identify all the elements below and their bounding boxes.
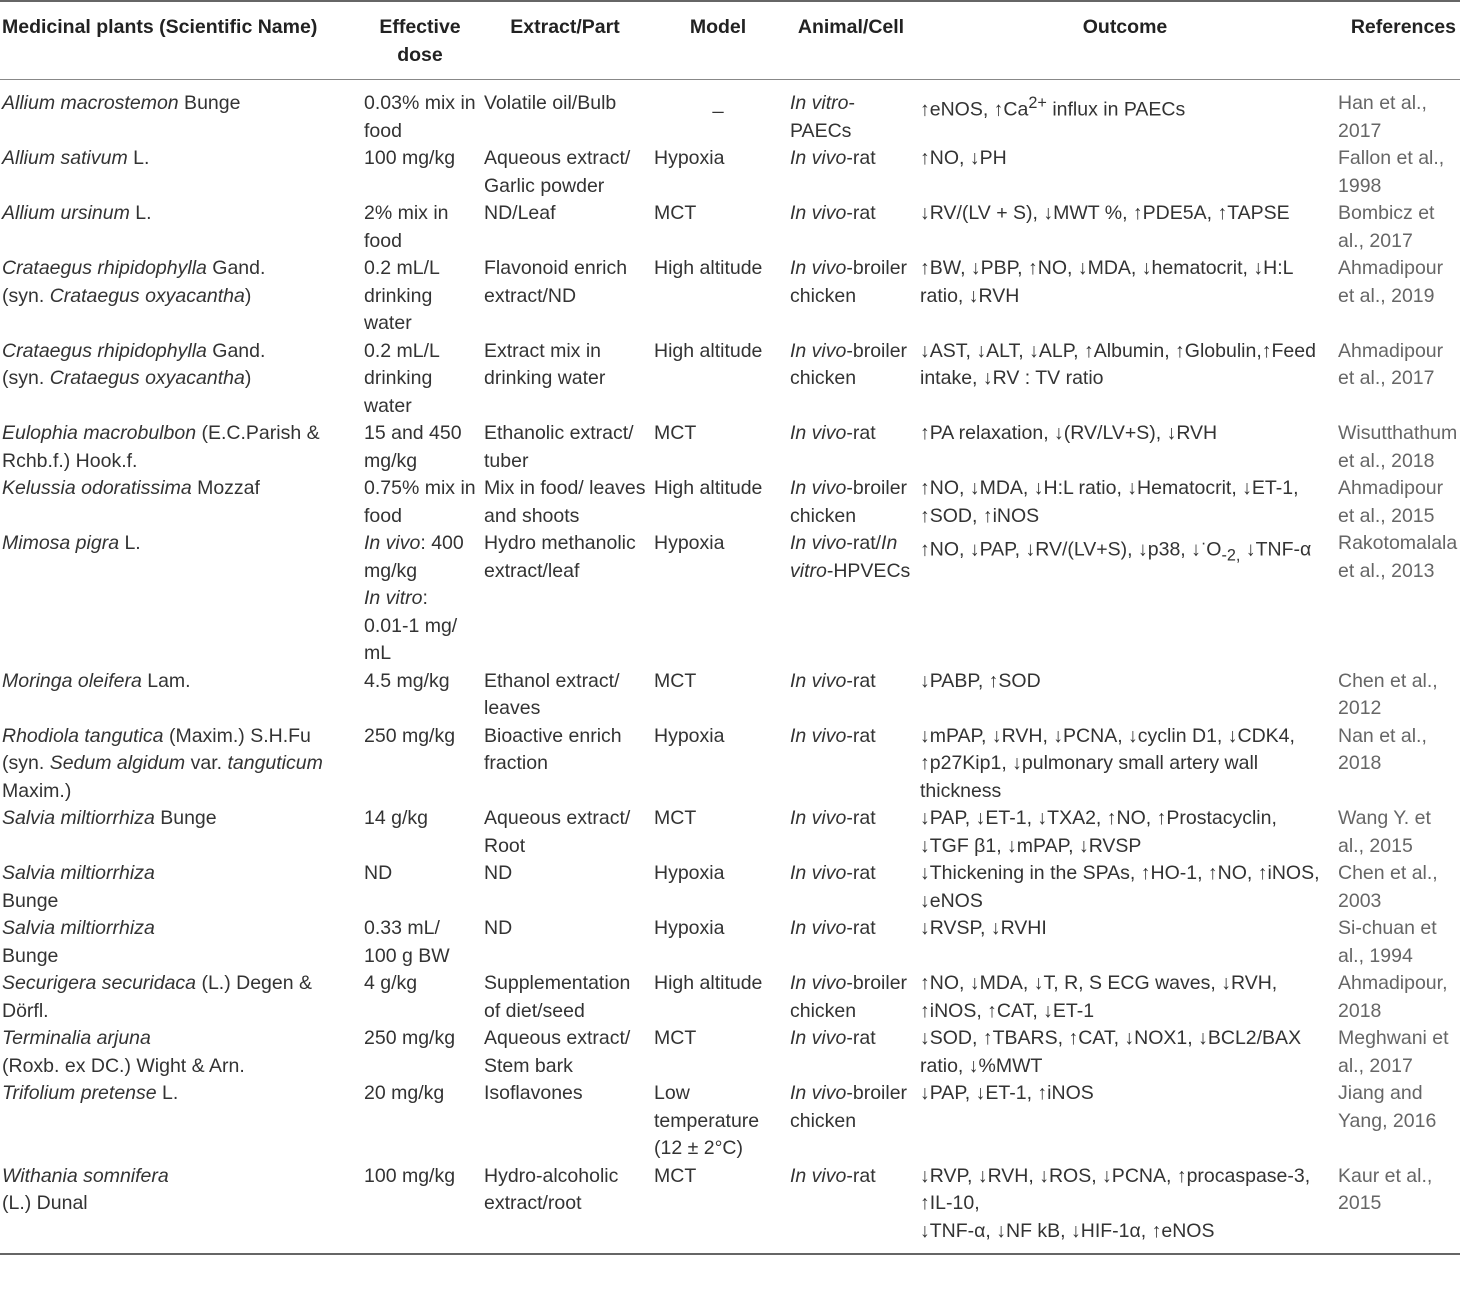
- reference-cell: Fallon et al., 1998: [1338, 147, 1445, 197]
- dose-cell: 15 and 450 mg/kg: [364, 422, 462, 472]
- plant-cell: Trifolium pretense L.: [2, 1082, 179, 1104]
- animal-cell: In vivo-rat/In vitro-HPVECs: [790, 532, 911, 582]
- dose-cell: 250 mg/kg: [364, 724, 456, 747]
- outcome-cell: ↓PAP, ↓ET-1, ↓TXA2, ↑NO, ↑Prostacyclin, ↓TGF β1, ↓mPAP, ↓RVSP: [920, 807, 1277, 857]
- model-cell: Hypoxia: [654, 532, 725, 554]
- extract-cell: Flavonoid enrich extract/ND: [484, 257, 628, 307]
- plant-cell: Allium ursinum L.: [2, 202, 152, 224]
- outcome-cell: ↑NO, ↓MDA, ↓T, R, S ECG waves, ↓RVH, ↑iNOS, ↑CAT, ↓ET-1: [920, 972, 1278, 1022]
- outcome-cell: ↓Thickening in the SPAs, ↑HO-1, ↑NO, ↑iNOS, ↓eNOS: [920, 862, 1320, 912]
- reference-cell: Han et al., 2017: [1338, 92, 1427, 142]
- dose-cell: 100 mg/kg: [360, 1163, 480, 1255]
- header-plant: Medicinal plants (Scientific Name): [0, 1, 360, 80]
- animal-cell: In vivo-broiler chicken: [790, 972, 908, 1022]
- plant-cell: Eulophia macrobulbon (E.C.Parish & Rchb.f.) Hook.f.: [2, 422, 320, 472]
- dose-cell: In vivo: 400 mg/kg In vitro: 0.01-1 mg/ mL: [364, 532, 464, 664]
- table-row: [0, 1163, 1460, 1255]
- outcome-cell: ↑NO, ↓PH: [920, 147, 1007, 169]
- dose-cell: 0.2 mL/L drinking water: [364, 339, 440, 417]
- plant-cell: Rhodiola tangutica (Maxim.) S.H.Fu (syn. Sedum algidum var. tanguticum Maxim.): [2, 724, 323, 802]
- reference-cell: Bombicz et al., 2017: [1338, 202, 1435, 252]
- model-cell: Hypoxia: [654, 917, 725, 939]
- header-outcome: Outcome: [916, 1, 1334, 80]
- dose-cell: 4.5 mg/kg: [364, 669, 450, 692]
- table-row: [0, 338, 1460, 421]
- model-cell: _: [712, 92, 724, 114]
- reference-cell: Wisutthathum et al., 2018: [1338, 422, 1458, 472]
- outcome-cell: ↓PABP, ↑SOD: [920, 669, 1041, 692]
- animal-cell: In vivo-rat: [790, 917, 876, 939]
- table-row: [0, 530, 1460, 668]
- outcome-cell: ↓SOD, ↑TBARS, ↑CAT, ↓NOX1, ↓BCL2/BAX ratio, ↓%MWT: [920, 1027, 1302, 1077]
- plant-cell: Terminalia arjuna (Roxb. ex DC.) Wight & Arn.: [2, 1027, 245, 1077]
- plant-cell: Securigera securidaca (L.) Degen & Dörfl.: [2, 972, 313, 1022]
- model-cell: Hypoxia: [654, 147, 725, 169]
- dose-cell: 14 g/kg: [364, 807, 428, 829]
- dose-cell: 0.75% mix in food: [364, 477, 476, 527]
- table-row: [0, 200, 1460, 255]
- extract-cell: ND: [484, 862, 513, 884]
- plant-cell: Allium macrostemon Bunge: [2, 92, 241, 114]
- model-cell: MCT: [654, 1027, 697, 1049]
- model-cell: Hypoxia: [654, 724, 725, 747]
- model-cell: High altitude: [654, 257, 763, 279]
- animal-cell: In vivo-rat: [790, 669, 876, 692]
- animal-cell: In vivo-rat: [790, 202, 876, 224]
- outcome-cell: ↓PAP, ↓ET-1, ↑iNOS: [920, 1082, 1094, 1104]
- extract-cell: Aqueous extract/ Stem bark: [484, 1027, 631, 1077]
- reference-cell: Ahmadipour et al., 2017: [1338, 339, 1444, 389]
- header-animal: Animal/Cell: [786, 1, 916, 80]
- extract-cell: Aqueous extract/ Root: [484, 807, 631, 857]
- extract-cell: Ethanol extract/ leaves: [484, 669, 620, 719]
- animal-cell: In vivo-broiler chicken: [790, 257, 908, 307]
- extract-cell: Isoflavones: [484, 1082, 583, 1104]
- dose-cell: ND: [364, 862, 393, 884]
- extract-cell: Extract mix in drinking water: [484, 339, 606, 389]
- plant-cell: Mimosa pigra L.: [2, 532, 141, 554]
- animal-cell: In vitro-PAECs: [790, 92, 856, 142]
- dose-cell: 100 mg/kg: [364, 147, 456, 169]
- model-cell: MCT: [650, 1163, 786, 1255]
- reference-cell: Jiang and Yang, 2016: [1338, 1082, 1437, 1132]
- reference-cell: Wang Y. et al., 2015: [1338, 807, 1431, 857]
- reference-cell: Ahmadipour et al., 2015: [1338, 477, 1444, 527]
- model-cell: High altitude: [654, 972, 763, 994]
- model-cell: MCT: [654, 202, 697, 224]
- header-dose: Effective dose: [360, 1, 480, 80]
- extract-cell: Mix in food/ leaves and shoots: [484, 477, 646, 527]
- extract-cell: Ethanolic extract/ tuber: [484, 422, 634, 472]
- extract-cell: Aqueous extract/ Garlic powder: [484, 147, 631, 197]
- animal-cell: In vivo-rat: [790, 422, 876, 444]
- outcome-cell: ↓RV/(LV + S), ↓MWT %, ↑PDE5A, ↑TAPSE: [920, 202, 1290, 224]
- reference-cell: Chen et al., 2003: [1338, 862, 1438, 912]
- extract-cell: Volatile oil/Bulb: [484, 92, 617, 114]
- animal-cell: In vivo-rat: [790, 724, 876, 747]
- table-row: [0, 970, 1460, 1025]
- extract-cell: ND: [484, 917, 513, 939]
- table-row: [0, 1025, 1460, 1080]
- table-row: [0, 805, 1460, 860]
- extract-cell: Supplementation of diet/seed: [484, 972, 631, 1022]
- plant-cell: Allium sativum L.: [2, 147, 150, 169]
- animal-cell: In vivo-broiler chicken: [790, 339, 908, 389]
- dose-cell: 250 mg/kg: [364, 1027, 456, 1049]
- reference-cell: Chen et al., 2012: [1338, 669, 1438, 719]
- dose-cell: 0.2 mL/L drinking water: [364, 257, 440, 334]
- table-row: [0, 1080, 1460, 1163]
- reference-cell: Ahmadipour, 2018: [1338, 972, 1448, 1022]
- outcome-cell: ↑NO, ↓MDA, ↓H:L ratio, ↓Hematocrit, ↓ET-1, ↑SOD, ↑iNOS: [920, 477, 1299, 527]
- plant-cell: Crataegus rhipidophylla Gand. (syn. Crataegus oxyacantha): [2, 257, 266, 307]
- outcome-cell: ↑eNOS, $↑Ca^{2+}$ influx in PAECs: [920, 94, 1186, 121]
- table-row: [0, 80, 1460, 146]
- reference-cell: Nan et al., 2018: [1338, 724, 1427, 774]
- table-row: [0, 420, 1460, 475]
- dose-cell: 0.33 mL/ 100 g BW: [364, 917, 450, 967]
- model-cell: High altitude: [654, 477, 763, 499]
- animal-cell: In vivo-rat: [790, 1027, 876, 1049]
- model-cell: MCT: [654, 807, 697, 829]
- reference-cell: Si-chuan et al., 1994: [1338, 917, 1437, 967]
- outcome-cell: ↓RVSP, ↓RVHI: [920, 917, 1047, 939]
- plant-cell: Kelussia odoratissima Mozzaf: [2, 477, 260, 499]
- plant-cell: Crataegus rhipidophylla Gand. (syn. Crataegus oxyacantha): [2, 339, 266, 389]
- header-model: Model: [650, 1, 786, 80]
- table-row: [0, 255, 1460, 338]
- outcome-cell: ↑NO, ↓PAP, ↓RV/(LV+S), ↓p38, $↓^\cdot O_{-2,}$ ↓TNF-α: [920, 534, 1312, 565]
- outcome-cell: ↓RVP, ↓RVH, ↓ROS, ↓PCNA, ↑procaspase-3, ↑IL-10, ↓TNF-α, ↓NF kB, ↓HIF-1α, ↑eNOS: [916, 1163, 1334, 1255]
- table-row: [0, 723, 1460, 806]
- plant-cell: Salvia miltiorrhiza Bunge: [2, 862, 155, 912]
- dose-cell: 0.03% mix in food: [364, 92, 476, 142]
- model-cell: MCT: [654, 669, 697, 692]
- reference-cell: Rakotomalala et al., 2013: [1338, 532, 1458, 582]
- plant-cell: Moringa oleifera Lam.: [2, 669, 191, 692]
- model-cell: MCT: [654, 422, 697, 444]
- outcome-cell: ↓mPAP, ↓RVH, ↓PCNA, ↓cyclin D1, ↓CDK4, ↑p27Kip1, ↓pulmonary small artery wall thickness: [920, 724, 1295, 802]
- extract-cell: ND/Leaf: [484, 202, 556, 224]
- model-cell: Hypoxia: [654, 862, 725, 884]
- table-row: [0, 860, 1460, 915]
- plant-cell: Withania somnifera (L.) Dunal: [0, 1163, 360, 1255]
- dose-cell: 20 mg/kg: [364, 1082, 445, 1104]
- outcome-cell: ↓AST, ↓ALT, ↓ALP, ↑Albumin, ↑Globulin,↑Feed intake, ↓RV : TV ratio: [920, 339, 1316, 389]
- animal-cell: In vivo-rat: [790, 147, 876, 169]
- dose-cell: 2% mix in food: [364, 202, 449, 252]
- reference-cell: Kaur et al., 2015: [1334, 1163, 1460, 1255]
- header-row: [0, 1, 1460, 80]
- animal-cell: In vivo-rat: [790, 862, 876, 884]
- animal-cell: In vivo-rat: [790, 807, 876, 829]
- extract-cell: Bioactive enrich fraction: [484, 724, 622, 774]
- header-references: References: [1334, 1, 1460, 80]
- plant-cell: Salvia miltiorrhiza Bunge: [2, 807, 217, 829]
- header-extract: Extract/Part: [480, 1, 650, 80]
- table-row: [0, 915, 1460, 970]
- extract-cell: Hydro-alcoholic extract/root: [480, 1163, 650, 1255]
- animal-cell: In vivo-rat: [786, 1163, 916, 1255]
- table-row: [0, 668, 1460, 723]
- model-cell: Low temperature (12 ± 2°C): [654, 1082, 760, 1159]
- outcome-cell: ↑PA relaxation, ↓(RV/LV+S), ↓RVH: [920, 422, 1218, 444]
- reference-cell: Ahmadipour et al., 2019: [1338, 257, 1444, 307]
- animal-cell: In vivo-broiler chicken: [790, 477, 908, 527]
- plant-cell: Salvia miltiorrhiza Bunge: [2, 917, 155, 967]
- dose-cell: 4 g/kg: [364, 972, 418, 994]
- extract-cell: Hydro methanolic extract/leaf: [484, 532, 636, 582]
- animal-cell: In vivo-broiler chicken: [790, 1082, 908, 1132]
- reference-cell: Meghwani et al., 2017: [1338, 1027, 1449, 1077]
- table-row: [0, 475, 1460, 530]
- table-row: [0, 145, 1460, 200]
- outcome-cell: ↑BW, ↓PBP, ↑NO, ↓MDA, ↓hematocrit, ↓H:L ratio, ↓RVH: [920, 257, 1293, 307]
- model-cell: High altitude: [654, 339, 763, 362]
